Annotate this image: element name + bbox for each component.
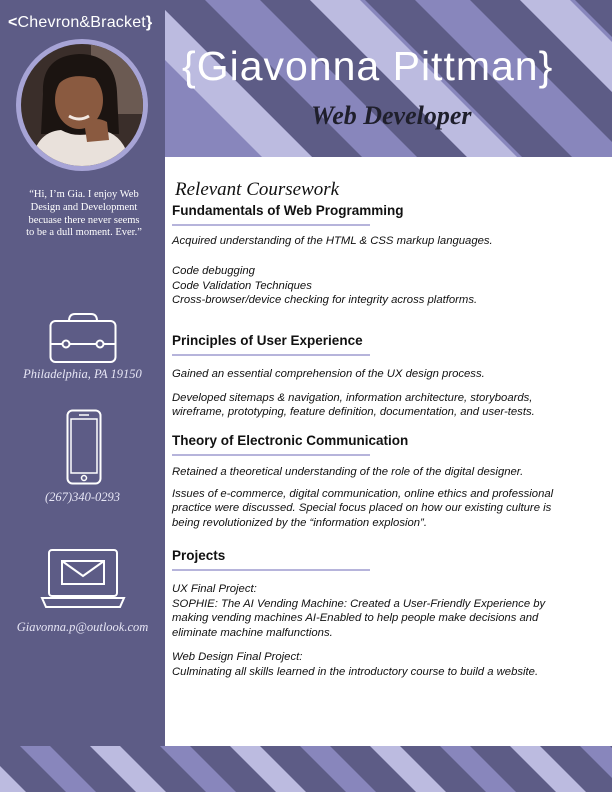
project-item: Web Design Final Project: Culminating all skills learned in the introductory course to build a website. — [172, 651, 539, 678]
project-item: UX Final Project: SOPHIE: The AI Vending Machine: Created a User-Friendly Experience by making vending machines AI-Enabled to help people make decisions and eliminate machine malfunctions. — [172, 583, 546, 639]
course-summary: Retained a theoretical understanding of the role of the digital designer. — [172, 465, 524, 478]
course-details: Developed sitemaps & navigation, information architecture, storyboards, wireframe, prototyping, feature definition, documentation, and user-tests. — [172, 391, 535, 418]
avatar — [16, 39, 148, 171]
person-name: {Giavonna Pittman} — [182, 43, 554, 89]
course-title: Theory of Electronic Communication — [172, 432, 409, 448]
course-section — [172, 333, 597, 420]
section-divider — [172, 354, 370, 356]
intro-quote: “Hi, I’m Gia. I enjoy Web Design and Development becuase there never seems to be a dull moment. Ever.” — [26, 189, 142, 239]
course-section — [172, 203, 597, 308]
course-title: Principles of User Experience — [172, 332, 363, 348]
location-text: Philadelphia, PA 19150 — [23, 367, 142, 381]
job-title: Web Developer — [311, 101, 472, 130]
course-summary: Gained an essential comprehension of the UX design process. — [172, 367, 485, 380]
email-text[interactable]: Giavonna.p@outlook.com — [16, 620, 149, 634]
smartphone-icon — [66, 409, 102, 485]
phone-text: (267)340-0293 — [45, 490, 120, 504]
main-content — [172, 179, 597, 679]
coursework-heading: Relevant Coursework — [175, 179, 340, 200]
sidebar — [0, 0, 165, 746]
projects-section — [172, 548, 597, 679]
brand-logo: <Chevron&Bracket} — [8, 14, 153, 31]
section-divider — [172, 454, 370, 456]
briefcase-icon — [49, 312, 117, 364]
footer-banner — [0, 746, 612, 792]
course-title: Fundamentals of Web Programming — [172, 203, 404, 218]
footer-stripes — [0, 746, 612, 792]
section-divider — [172, 224, 370, 226]
course-section — [172, 433, 597, 531]
profile-photo — [21, 44, 143, 166]
section-divider — [172, 569, 370, 571]
projects-title: Projects — [172, 548, 226, 563]
course-details: Issues of e-commerce, digital communication, online ethics and professional practice were discussed. Special focus placed on how our existing culture is being revolutionized by the “information explosion”. — [172, 487, 554, 529]
course-details: Code debugging Code Validation Techniques Cross-browser/device checking for integrity across platforms. — [172, 265, 478, 306]
course-summary: Acquired understanding of the HTML & CSS markup languages. — [172, 235, 493, 247]
laptop-mail-icon — [40, 548, 126, 610]
